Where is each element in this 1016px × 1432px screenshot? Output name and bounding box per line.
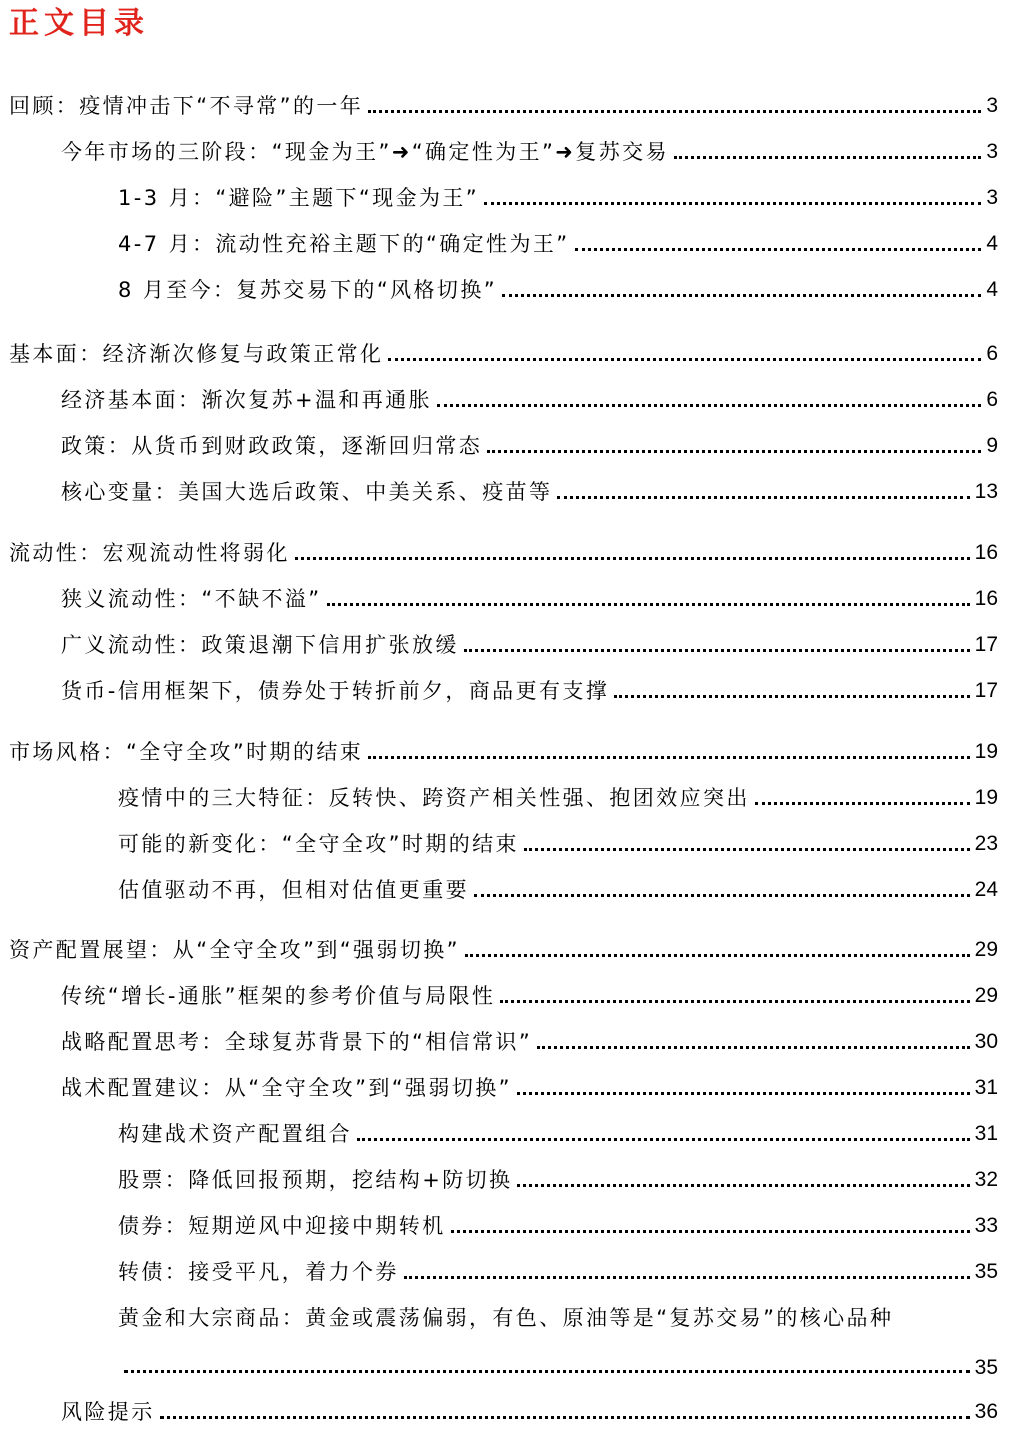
- dot-leader: [160, 1416, 970, 1419]
- toc-entry-label: 估值驱动不再，但相对估值更重要: [118, 878, 469, 902]
- toc-entry[interactable]: [61, 673, 998, 705]
- dot-leader: [357, 1138, 970, 1141]
- toc-entry[interactable]: [9, 88, 998, 120]
- toc-entry[interactable]: [9, 535, 998, 567]
- toc-entry[interactable]: [61, 134, 998, 166]
- dot-leader: [502, 294, 981, 297]
- toc-entry-page: 31: [974, 1122, 998, 1145]
- toc-entry-label: 政策：从货币到财政政策，逐渐回归常态: [61, 434, 483, 458]
- toc-entry[interactable]: [118, 272, 998, 304]
- toc-entry-label: 股票：降低回报预期，挖结构+防切换: [118, 1168, 513, 1192]
- toc-entry-page: 35: [974, 1260, 998, 1283]
- toc-entry[interactable]: [118, 826, 998, 858]
- toc-entry-page: 29: [974, 984, 998, 1007]
- toc-entry-label: 4-7 月：流动性充裕主题下的“确定性为王”: [118, 232, 570, 256]
- dot-leader: [451, 1230, 970, 1233]
- dot-leader: [517, 1184, 969, 1187]
- toc-entry-page: 9: [986, 434, 998, 457]
- toc-entry-label: 疫情中的三大特征：反转快、跨资产相关性强、抱团效应突出: [118, 786, 750, 810]
- toc-entry[interactable]: [118, 780, 998, 812]
- dot-leader: [484, 202, 981, 205]
- toc-entry-label: 8 月至今：复苏交易下的“风格切换”: [118, 278, 497, 302]
- dot-leader: [465, 954, 970, 957]
- dot-leader: [124, 1370, 970, 1373]
- toc-entry-page: 19: [974, 786, 998, 809]
- toc-entry-label: 回顾：疫情冲击下“不寻常”的一年: [9, 94, 364, 118]
- toc-entry[interactable]: [9, 336, 998, 368]
- toc-entry-label: 战略配置思考：全球复苏背景下的“相信常识”: [61, 1030, 533, 1054]
- toc-entry-label: 可能的新变化：“全守全攻”时期的结束: [118, 832, 519, 856]
- toc-entry-page: 3: [986, 94, 998, 117]
- toc-entry-page: 3: [986, 186, 998, 209]
- toc-entry[interactable]: [61, 581, 998, 613]
- dot-leader: [755, 802, 970, 805]
- toc-entry-continuation[interactable]: [124, 1348, 998, 1380]
- toc-entry[interactable]: [118, 180, 998, 212]
- toc-entry[interactable]: [118, 1116, 998, 1148]
- toc-entry[interactable]: [61, 1070, 998, 1102]
- toc-entry-label: 战术配置建议：从“全守全攻”到“强弱切换”: [61, 1076, 512, 1100]
- toc-entry-label: 今年市场的三阶段：“现金为王”➜“确定性为王”➜复苏交易: [61, 140, 669, 164]
- toc-entry-label: 传统“增长-通胀”框架的参考价值与局限性: [61, 984, 496, 1008]
- toc-entry-page: 24: [974, 878, 998, 901]
- toc-entry-page: 4: [986, 232, 998, 255]
- toc-entry-label: 1-3 月：“避险”主题下“现金为王”: [118, 186, 480, 210]
- toc-entry-page: 30: [974, 1030, 998, 1053]
- toc-entry-page: 16: [974, 587, 998, 610]
- toc-entry-label: 经济基本面：渐次复苏+温和再通胀: [61, 388, 432, 412]
- toc-entry-page: 36: [974, 1400, 998, 1423]
- toc-entry-label: 转债：接受平凡，着力个券: [118, 1260, 399, 1284]
- dot-leader: [437, 404, 981, 407]
- toc-entry[interactable]: [61, 1394, 998, 1426]
- toc-entry-page: 35: [974, 1356, 998, 1379]
- toc-entry-label: 基本面：经济渐次修复与政策正常化: [9, 342, 384, 366]
- toc-entry[interactable]: [118, 1300, 998, 1332]
- dot-leader: [537, 1046, 969, 1049]
- toc-title: 正文目录: [9, 6, 149, 41]
- toc-entry-label: 构建战术资产配置组合: [118, 1122, 352, 1146]
- toc-entry-page: 23: [974, 832, 998, 855]
- dot-leader: [388, 358, 981, 361]
- dot-leader: [404, 1276, 970, 1279]
- dot-leader: [464, 649, 970, 652]
- dot-leader: [487, 450, 981, 453]
- dot-leader: [295, 557, 970, 560]
- toc-entry-label: 风险提示: [61, 1400, 155, 1424]
- toc-entry-page: 17: [974, 679, 998, 702]
- toc-entry-label: 广义流动性：政策退潮下信用扩张放缓: [61, 633, 459, 657]
- toc-entry[interactable]: [61, 474, 998, 506]
- toc-entry-page: 13: [974, 480, 998, 503]
- toc-entry-label: 流动性：宏观流动性将弱化: [9, 541, 290, 565]
- dot-leader: [557, 496, 969, 499]
- toc-entry[interactable]: [9, 734, 998, 766]
- toc-entry-page: 31: [974, 1076, 998, 1099]
- dot-leader: [517, 1092, 970, 1095]
- dot-leader: [524, 848, 970, 851]
- toc-entry-page: 6: [986, 342, 998, 365]
- toc-entry-page: 16: [974, 541, 998, 564]
- toc-entry[interactable]: [61, 978, 998, 1010]
- toc-entry-page: 3: [986, 140, 998, 163]
- toc-entry[interactable]: [118, 1162, 998, 1194]
- toc-entry-page: 29: [974, 938, 998, 961]
- toc-entry[interactable]: [118, 1254, 998, 1286]
- dot-leader: [614, 695, 969, 698]
- toc-entry-label: 资产配置展望：从“全守全攻”到“强弱切换”: [9, 938, 460, 962]
- dot-leader: [674, 156, 981, 159]
- dot-leader: [368, 756, 969, 759]
- toc-entry-page: 32: [974, 1168, 998, 1191]
- toc-entry[interactable]: [61, 627, 998, 659]
- toc-entry[interactable]: [118, 1208, 998, 1240]
- toc-entry[interactable]: [61, 382, 998, 414]
- toc-entry[interactable]: [118, 872, 998, 904]
- toc-entry-label: 债券：短期逆风中迎接中期转机: [118, 1214, 446, 1238]
- dot-leader: [500, 1000, 969, 1003]
- dot-leader: [575, 248, 982, 251]
- dot-leader: [327, 603, 970, 606]
- toc-entry-label: 黄金和大宗商品：黄金或震荡偏弱，有色、原油等是“复苏交易”的核心品种: [118, 1306, 894, 1330]
- toc-entry-page: 17: [974, 633, 998, 656]
- toc-entry-label: 市场风格：“全守全攻”时期的结束: [9, 740, 364, 764]
- toc-entry[interactable]: [118, 226, 998, 258]
- toc-entry-label: 货币-信用框架下，债券处于转折前夕，商品更有支撑: [61, 679, 610, 703]
- toc-entry-page: 19: [974, 740, 998, 763]
- toc-entry-label: 核心变量：美国大选后政策、中美关系、疫苗等: [61, 480, 553, 504]
- dot-leader: [368, 110, 981, 113]
- toc-entry[interactable]: [61, 428, 998, 460]
- toc-entry[interactable]: [9, 932, 998, 964]
- toc-entry-page: 4: [986, 278, 998, 301]
- toc-entry[interactable]: [61, 1024, 998, 1056]
- dot-leader: [474, 894, 970, 897]
- toc-entry-page: 6: [986, 388, 998, 411]
- toc-entry-page: 33: [974, 1214, 998, 1237]
- toc-entry-label: 狭义流动性：“不缺不溢”: [61, 587, 322, 611]
